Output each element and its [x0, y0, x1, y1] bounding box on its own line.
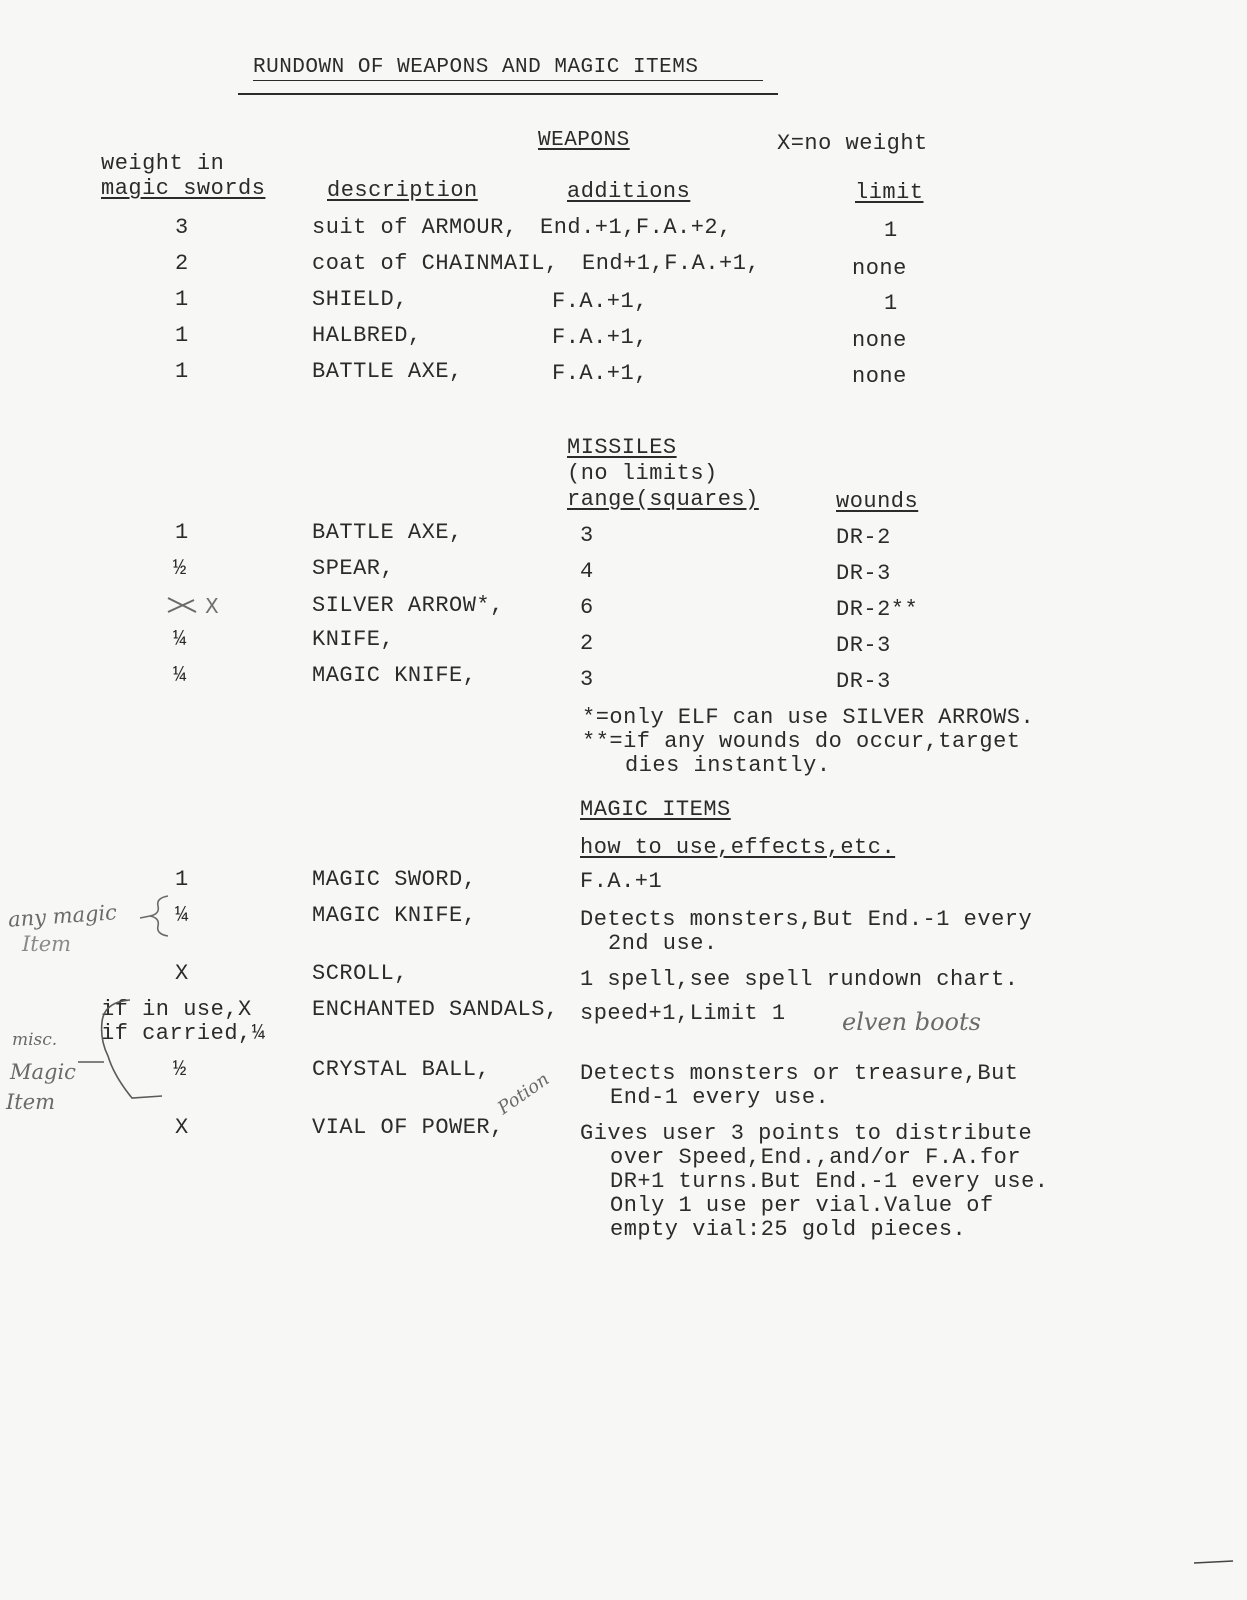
missile-range: 2 [580, 631, 594, 656]
col-additions: additions [567, 179, 691, 204]
missile-wounds: DR-3 [836, 669, 891, 694]
col-weight-line1: weight in [101, 151, 225, 176]
magic-effect: Detects monsters or treasure,But [580, 1061, 1019, 1086]
weapon-limit: none [852, 364, 907, 389]
no-weight-note: X=no weight [777, 131, 928, 156]
weapon-limit: 1 [884, 218, 898, 243]
magic-description: SCROLL, [312, 961, 408, 986]
magic-items-subheading: how to use,effects,etc. [580, 835, 896, 860]
magic-effect: Only 1 use per vial.Value of [610, 1193, 994, 1218]
handwritten-misc: misc. [12, 1030, 58, 1050]
handwritten-item: Item [6, 1090, 56, 1114]
missile-weight: ¼ [173, 627, 187, 652]
col-wounds: wounds [836, 489, 919, 514]
magic-weight: ½ [173, 1057, 187, 1082]
col-range: range(squares) [567, 487, 759, 512]
missile-description: BATTLE AXE, [312, 520, 463, 545]
magic-effect: F.A.+1 [580, 869, 663, 894]
handwritten-elven-boots: elven boots [842, 1008, 981, 1036]
col-description: description [327, 178, 478, 203]
missile-range: 3 [580, 667, 594, 692]
magic-effect: empty vial:25 gold pieces. [610, 1217, 967, 1242]
weapon-weight: 1 [175, 359, 189, 384]
missile-weight: ½ [173, 556, 187, 581]
brace-tick [140, 916, 150, 918]
weapon-description: suit of ARMOUR, [312, 215, 518, 240]
weapon-limit: 1 [884, 291, 898, 316]
weapon-limit: none [852, 256, 907, 281]
weapon-weight: 1 [175, 287, 189, 312]
weapon-description: BATTLE AXE, [312, 359, 463, 384]
handwritten-any-magic: any magic [7, 900, 118, 932]
weapon-additions: End.+1,F.A.+2, [540, 215, 732, 240]
magic-weight: X [175, 961, 189, 986]
magic-effect: 2nd use. [608, 931, 718, 956]
missile-weight: X [205, 594, 220, 618]
col-limit: limit [855, 180, 924, 205]
weapon-additions: F.A.+1, [552, 325, 648, 350]
missile-description: KNIFE, [312, 627, 395, 652]
magic-effect: 1 spell,see spell rundown chart. [580, 967, 1019, 992]
missile-range: 6 [580, 595, 594, 620]
magic-items-heading: MAGIC ITEMS [580, 797, 731, 822]
missile-wounds: DR-3 [836, 561, 891, 586]
magic-description: MAGIC SWORD, [312, 867, 477, 892]
magic-effect: Detects monsters,But End.-1 every [580, 907, 1033, 932]
bracket-mark [102, 1000, 162, 1098]
magic-effect: DR+1 turns.But End.-1 every use. [610, 1169, 1049, 1194]
missiles-heading: MISSILES [567, 435, 677, 460]
weapon-limit: none [852, 328, 907, 353]
weapon-additions: F.A.+1, [552, 289, 648, 314]
missile-description: SPEAR, [312, 556, 395, 581]
handwritten-any-magic-item: Item [22, 932, 72, 956]
weapon-weight: 1 [175, 323, 189, 348]
weapon-weight: 2 [175, 251, 189, 276]
brace-mark [150, 896, 168, 936]
magic-description: MAGIC KNIFE, [312, 903, 477, 928]
weapons-heading: WEAPONS [538, 129, 630, 152]
sandals-weight-in-use: if in use,X [101, 997, 252, 1022]
col-weight-line2: magic swords [101, 176, 266, 201]
handwritten-potion: Potion [493, 1068, 554, 1119]
weapon-additions: End+1,F.A.+1, [582, 251, 761, 276]
magic-weight: 1 [175, 867, 189, 892]
missile-range: 4 [580, 559, 594, 584]
footnote-wounds-line2: dies instantly. [625, 753, 831, 778]
missile-description: SILVER ARROW*, [312, 593, 504, 618]
missile-weight: ¼ [173, 663, 187, 688]
handwritten-magic: Magic [10, 1060, 76, 1084]
weapon-additions: F.A.+1, [552, 361, 648, 386]
magic-effect: End-1 every use. [610, 1085, 830, 1110]
weapon-description: HALBRED, [312, 323, 422, 348]
missile-wounds: DR-2** [836, 597, 919, 622]
edge-mark [1194, 1561, 1233, 1563]
magic-description: VIAL OF POWER, [312, 1115, 504, 1140]
weapon-weight: 3 [175, 215, 189, 240]
magic-effect: over Speed,End.,and/or F.A.for [610, 1145, 1022, 1170]
missiles-subheading: (no limits) [567, 461, 718, 486]
magic-description: CRYSTAL BALL, [312, 1057, 491, 1082]
magic-effect: speed+1,Limit 1 [580, 1001, 786, 1026]
weapon-description: SHIELD, [312, 287, 408, 312]
missile-range: 3 [580, 523, 594, 548]
magic-effect: Gives user 3 points to distribute [580, 1121, 1033, 1146]
sandals-weight-carried: if carried,¼ [101, 1021, 266, 1046]
magic-weight: ¼ [175, 903, 189, 928]
magic-weight: X [175, 1115, 189, 1140]
strike-mark [168, 600, 194, 612]
magic-description: ENCHANTED SANDALS, [312, 997, 559, 1022]
page-title: RUNDOWN OF WEAPONS AND MAGIC ITEMS [253, 56, 699, 79]
missile-wounds: DR-3 [836, 633, 891, 658]
missile-weight: 1 [175, 520, 189, 545]
missile-wounds: DR-2 [836, 525, 891, 550]
missile-description: MAGIC KNIFE, [312, 663, 477, 688]
footnote-wounds-line1: **=if any wounds do occur,target [582, 729, 1021, 754]
weapon-description: coat of CHAINMAIL, [312, 251, 559, 276]
footnote-elf: *=only ELF can use SILVER ARROWS. [582, 705, 1035, 730]
